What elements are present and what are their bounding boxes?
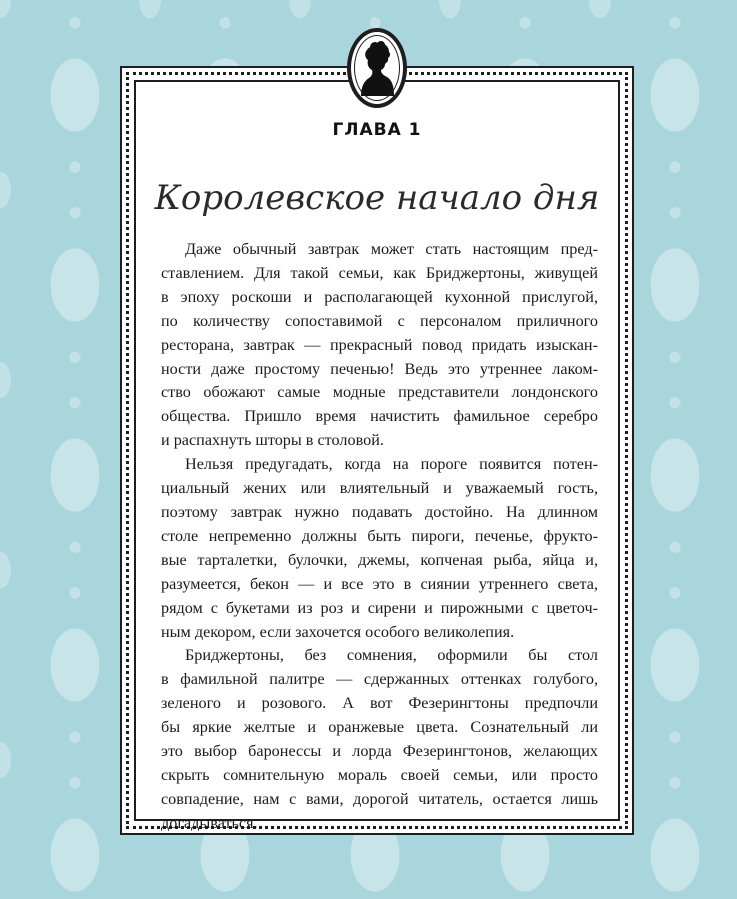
text-line: общества. Пришло время начистить фамильное серебро — [161, 407, 598, 426]
text-line: ство обожают самые модные представители лондонского — [161, 383, 598, 402]
text-line: поэтому завтрак нужно подавать достойно. На длинном — [161, 502, 598, 521]
paragraph — [161, 453, 598, 644]
text-line: по количеству сопоставимой с персоналом приличного — [161, 311, 598, 330]
text-line: это выбор баронессы и лорда Фезерингтонов, желающих — [161, 742, 598, 761]
text-line: вые тарталетки, булочки, джемы, копченая рыба, яйца и, — [161, 550, 598, 569]
text-line: столе непременно должны быть пироги, печенье, фрукто- — [161, 526, 598, 545]
text-line: ным декором, если захочется особого великолепия. — [161, 622, 515, 641]
text-line: бы яркие желтые и оранжевые цвета. Сознательный ли — [161, 718, 598, 737]
text-line: Бриджертоны, без сомнения, оформили бы стол — [185, 646, 598, 665]
page-title: Королевское начало дня — [154, 178, 600, 218]
text-line: в эпоху роскоши и располагающей кухонной прислугой, — [161, 287, 598, 306]
text-line: догадываться. — [161, 813, 258, 832]
chapter-heading: ГЛАВА 1 — [332, 120, 422, 140]
text-line: рядом с букетами из роз и сирени и пирожными с цветоч- — [161, 598, 598, 617]
text-line: и распахнуть шторы в столовой. — [161, 431, 384, 450]
text-line: зеленого и розового. А вот Фезерингтоны предпочли — [161, 694, 598, 713]
text-line: Даже обычный завтрак может стать настоящим пред- — [185, 240, 598, 258]
text-line: Нельзя предугадать, когда на пороге появится потен- — [185, 455, 598, 474]
paragraph — [161, 238, 598, 453]
body-text — [161, 238, 598, 836]
text-line: ставлением. Для такой семьи, как Бриджертоны, живущей — [161, 263, 598, 282]
text-line: совпадение, нам с вами, дорогой читатель, остается лишь — [161, 789, 598, 808]
text-line: ресторана, завтрак — прекрасный повод придать изыскан- — [161, 335, 598, 354]
cameo-silhouette-icon — [347, 28, 407, 108]
text-line: скрыть сомнительную мораль своей семьи, или просто — [161, 765, 598, 784]
text-line: циальный жених или влиятельный и уважаемый гость, — [161, 479, 598, 498]
text-line: ности даже простому печенью! Ведь это утреннее лаком- — [161, 359, 598, 378]
paragraph — [161, 644, 598, 835]
text-line: в фамильной палитре — сдержанных оттенках голубого, — [161, 670, 598, 689]
text-line: разумеется, бекон — и все это в сиянии утреннего света, — [161, 574, 598, 593]
